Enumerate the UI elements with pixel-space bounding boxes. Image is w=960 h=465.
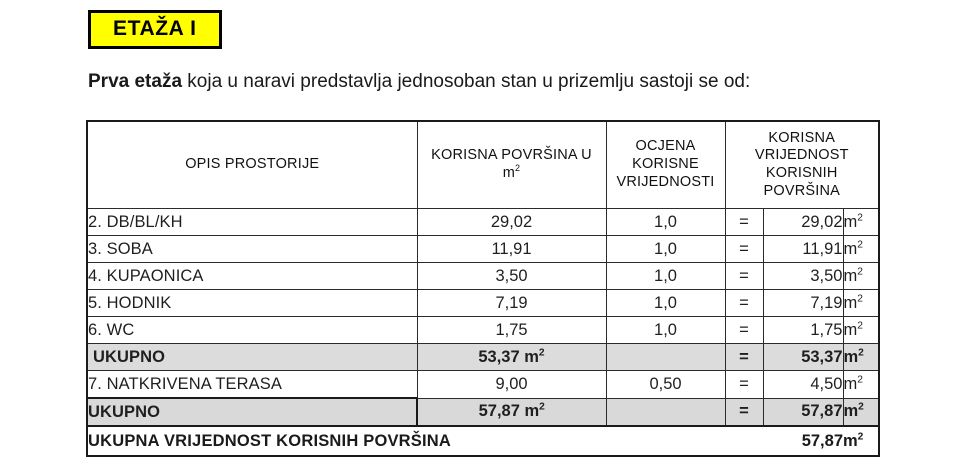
row-description: 7. NATKRIVENA TERASA bbox=[87, 371, 417, 399]
row-rate: 1,0 bbox=[606, 263, 725, 290]
table-row bbox=[87, 209, 879, 236]
header-rate-line3: VRIJEDNOSTI bbox=[616, 173, 715, 190]
row-area: 9,00 bbox=[417, 371, 606, 399]
row-unit-sup: 2 bbox=[857, 320, 863, 331]
table-row bbox=[87, 371, 879, 399]
row-equals-sign: = bbox=[725, 209, 763, 236]
grand-total-row bbox=[87, 426, 879, 456]
row-unit-sup: 2 bbox=[857, 374, 863, 386]
grand-total-unit: $m^2$ bbox=[843, 426, 879, 456]
row-value: 1,75 bbox=[763, 317, 843, 344]
row-unit: $m^2$ bbox=[843, 209, 879, 236]
row-unit: $m^2$ bbox=[843, 263, 879, 290]
row-description: 6. WC bbox=[87, 317, 417, 344]
row-rate: 0,50 bbox=[606, 371, 725, 399]
header-value-line2: VRIJEDNOST bbox=[754, 147, 849, 164]
header-value-line4: POVRŠINA bbox=[763, 182, 841, 199]
row-description: 5. HODNIK bbox=[87, 290, 417, 317]
areas-table-wrapper bbox=[86, 120, 878, 457]
row-unit-sup: 2 bbox=[858, 347, 864, 358]
row-description: 2. DB/BL/KH bbox=[87, 209, 417, 236]
row-equals-sign: = bbox=[725, 344, 763, 371]
header-area-sup: 2 bbox=[515, 163, 521, 174]
areas-table bbox=[86, 120, 880, 457]
row-unit: $m^2$ bbox=[843, 398, 879, 426]
grand-total-label: UKUPNA VRIJEDNOST KORISNIH POVRŠINA bbox=[87, 426, 725, 456]
row-equals-sign: = bbox=[725, 236, 763, 263]
intro-rest: koja u naravi predstavlja jednosoban stan u prizemlju sastoji se od: bbox=[182, 71, 751, 92]
section-badge-wrapper bbox=[88, 10, 222, 49]
grand-total-unit-sup: 2 bbox=[857, 431, 864, 442]
header-value-line3: KORISNIH bbox=[765, 165, 838, 181]
row-rate bbox=[606, 344, 725, 371]
row-value: 7,19 bbox=[763, 290, 843, 317]
header-area-line1: KORISNA POVRŠINA U bbox=[431, 147, 592, 164]
row-description: UKUPNO bbox=[87, 344, 417, 371]
row-area: 57,87 $m^2$ bbox=[417, 398, 606, 426]
header-rate-line2: KORISNE bbox=[632, 156, 699, 173]
row-area: 3,50 bbox=[417, 263, 606, 290]
row-unit: $m^2$ bbox=[843, 344, 879, 371]
header-value bbox=[725, 121, 879, 209]
row-area-sup: 2 bbox=[538, 347, 545, 358]
row-unit-sup: 2 bbox=[857, 266, 863, 277]
row-equals-sign: = bbox=[725, 263, 763, 290]
row-equals-sign: = bbox=[725, 371, 763, 399]
row-area: 53,37 $m^2$ bbox=[417, 344, 606, 371]
row-description: 3. SOBA bbox=[87, 236, 417, 263]
grand-total-value: 57,87 bbox=[763, 426, 843, 456]
header-value-line1: KORISNA bbox=[768, 129, 836, 146]
row-value: 3,50 bbox=[763, 263, 843, 290]
table-row bbox=[87, 263, 879, 290]
header-rate-line1: OCJENA bbox=[635, 138, 696, 155]
row-value: 4,50 bbox=[763, 371, 843, 399]
row-value: 53,37 bbox=[763, 344, 843, 371]
row-area: 1,75 bbox=[417, 317, 606, 344]
intro-paragraph bbox=[88, 70, 750, 95]
table-header-row bbox=[87, 121, 879, 209]
row-rate: 1,0 bbox=[606, 317, 725, 344]
row-rate: 1,0 bbox=[606, 209, 725, 236]
row-value: 29,02 bbox=[763, 209, 843, 236]
row-description: 4. KUPAONICA bbox=[87, 263, 417, 290]
row-unit: $m^2$ bbox=[843, 290, 879, 317]
row-value: 57,87 bbox=[763, 398, 843, 426]
section-badge-etaza: ETAŽA I bbox=[88, 10, 222, 49]
row-area-sup: 2 bbox=[539, 401, 545, 413]
row-unit-sup: 2 bbox=[857, 212, 863, 223]
table-row bbox=[87, 344, 879, 371]
row-unit: $m^2$ bbox=[843, 236, 879, 263]
header-description: OPIS PROSTORIJE bbox=[87, 121, 417, 209]
row-area: 29,02 bbox=[417, 209, 606, 236]
row-rate bbox=[606, 398, 725, 426]
table-row bbox=[87, 236, 879, 263]
row-unit-sup: 2 bbox=[857, 293, 863, 304]
row-value: 11,91 bbox=[763, 236, 843, 263]
grand-total-spacer bbox=[725, 426, 763, 456]
row-rate: 1,0 bbox=[606, 236, 725, 263]
header-area bbox=[417, 121, 606, 209]
row-equals-sign: = bbox=[725, 398, 763, 426]
intro-bold-lead: Prva etaža bbox=[88, 71, 183, 92]
row-unit-sup: 2 bbox=[857, 239, 863, 250]
table-row bbox=[87, 398, 879, 426]
row-equals-sign: = bbox=[725, 317, 763, 344]
row-unit: $m^2$ bbox=[843, 317, 879, 344]
row-rate: 1,0 bbox=[606, 290, 725, 317]
row-area: 11,91 bbox=[417, 236, 606, 263]
header-area-line2: m bbox=[502, 165, 516, 181]
row-description: UKUPNO bbox=[87, 398, 417, 426]
table-row bbox=[87, 317, 879, 344]
row-unit-sup: 2 bbox=[858, 401, 864, 413]
header-rate bbox=[606, 121, 725, 209]
row-equals-sign: = bbox=[725, 290, 763, 317]
table-row bbox=[87, 290, 879, 317]
row-area: 7,19 bbox=[417, 290, 606, 317]
row-unit: $m^2$ bbox=[843, 371, 879, 399]
